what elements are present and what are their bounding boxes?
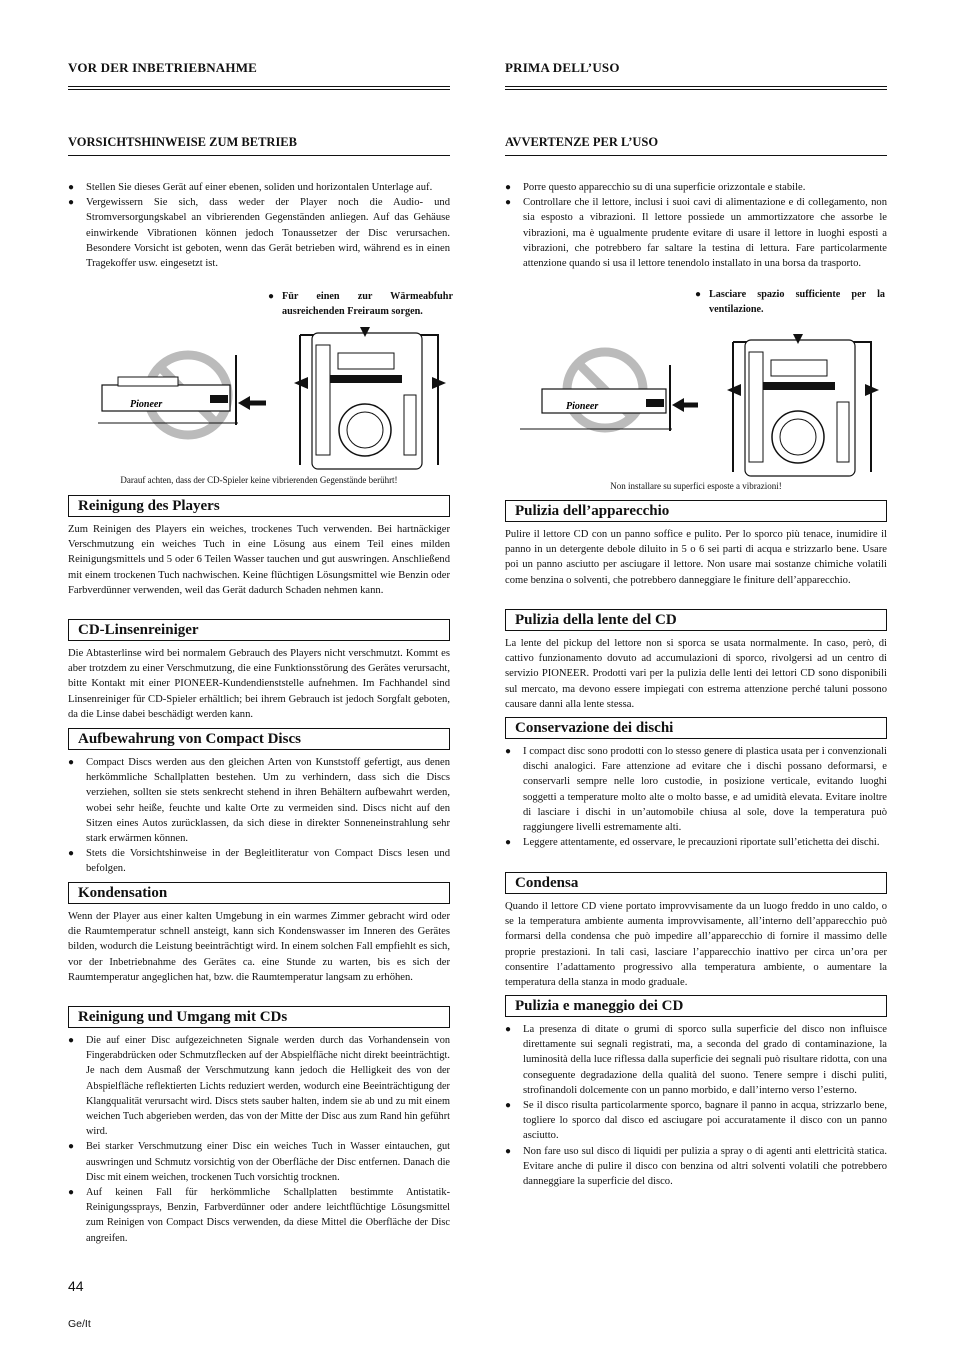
heat-note-text: ● Lasciare spazio sufficiente per la ventilazione.: [695, 287, 885, 317]
right-heat-note: [695, 287, 885, 317]
section-text: Die Abtasterlinse wird bei normalem Gebrauch des Players nicht verschmutzt. Kommt es aber trotzdem zu einer Verschmutzung, die eine Funktionsstörung des Gerätes verursacht, bitte Kontakt mit einer PIONEER-Kundendienststelle aufnehmen. Im Fachhandel sind Linsenreiniger für CD-Spieler erhältlich; bei ihrem Gebrauch ist jedoch Sorgfalt geboten, da die Linse dabei beschädigt werden kann.: [68, 648, 450, 720]
section-text: La lente del pickup del lettore non si sporca se usata normalmente. In caso, però, di cattivo funzionamento dovuto ad accumulazioni di sporco, rivolgersi ad un centro di servizio PIONEER. Prodotti vari per la pulizia delle lenti dei lettori CD sono disponibili sul mercato, ma devono essere impiegati con estrema attenzione perché taluni possono causare danni alla lente stessa.: [505, 638, 887, 710]
list-item: ● Leggere attentamente, ed osservare, le precauzioni riportate sull’etichetta dei dischi.: [505, 835, 887, 850]
left-heat-note: [268, 289, 453, 319]
right-caption: Non installare su superfici esposte a vibrazioni!: [610, 481, 782, 491]
section-title: Aufbewahrung von Compact Discs: [68, 728, 450, 750]
player-top-illustration: [290, 325, 450, 475]
list-item: ● Porre questo apparecchio su di una superficie orizzontale e stabile.: [505, 180, 887, 195]
left-caption: Darauf achten, dass der CD-Spieler keine vibrierenden Gegenstände berührt!: [120, 475, 398, 485]
section-title: Conservazione dei dischi: [505, 717, 887, 739]
list-item: ● Controllare che il lettore, inclusi i suoi cavi di alimentazione e di collegamento, non sia esposto a vibrazioni. Il lettore possiede un ammortizzatore che assorbe le vibrazioni, ma è ugualmente prudente evitare di usare il lettore in luoghi esposti a vibrazioni, che potrebbero far saltare la testina di lettura. Fare particolarmente attenzione quando si usa il lettore tenendolo installato in una borsa da trasporto.: [505, 195, 887, 271]
language-code: Ge/It: [68, 1318, 91, 1330]
player-side-illustration: [98, 325, 268, 445]
list-item: ● Vergewissern Sie sich, dass weder der Player noch die Audio- und Stromversorgungskabel an vibrierenden Gegenständen anliegen. Auf das Gehäuse einwirkende Vibrationen können jedoch Tonaussetzer der Disc verursachen. Besondere Vorsicht ist geboten, wenn das Gerät betrieben wird, während es in einen Tragekoffer usw. eingesetzt ist.: [68, 195, 450, 271]
section-title: Reinigung des Players: [68, 495, 450, 517]
right-section-3: [505, 717, 887, 850]
left-section-3: [68, 728, 450, 877]
right-section-4: [505, 872, 887, 990]
section-title: Pulizia e maneggio dei CD: [505, 995, 887, 1017]
list-item: ● Se il disco risulta particolarmente sporco, bagnare il panno in acqua, strizzarlo bene, togliere lo sporco dal disco ed asciugare poi accuratamente il disco con un panno asciutto.: [505, 1098, 887, 1144]
section-text: Quando il lettore CD viene portato improvvisamente da un luogo freddo in uno caldo, o se la temperatura ambiente aumenta improvvisamente, all’interno dell’apparecchio può formarsi della condensa che può impedire all’apparecchio di fornire il massimo delle proprie prestazioni. In tali casi, lasciare l’apparecchio inattivo per circa un’ora per consentire l’adattamento progressivo alla temperatura ambiente, o aumentare la temperatura della stanza in modo graduale.: [505, 901, 887, 989]
right-section-5: [505, 995, 887, 1189]
right-section-1: [505, 500, 887, 588]
list-item: ● I compact disc sono prodotti con lo stesso genere di plastica usata per i convenzionali dischi analogici. Fare attenzione ad evitare che i dischi possano deformarsi, e conservarli sempre nelle loro custodie, in posizione verticale, evitando luoghi soggetti a temperature molto alte o molto basse, e ad umidità elevata. Evitare inoltre di lasciare i dischi in un’automobile chiusa al sole, dove la temperatura può raggiungere livelli estremamente alti.: [505, 744, 887, 835]
right-subheading: AVVERTENZE PER L’USO: [505, 135, 887, 156]
list-item: ● Die auf einer Disc aufgezeichneten Signale werden durch das Vorhandensein von Fingerabdrücken oder Schmutzflecken auf der Abspielfläche nicht direkt beeinträchtigt. Je nach dem Ausmaß der Verschmutzung kann jedoch die Helligkeit des von der Abspielfläche reflektierten Lichts reduziert werden, wodurch eine Beeinträchtigung der Klangqualität verursacht wird. Discs stets sauber halten, indem sie ab und zu mit einem weichen Tuch abgerieben werden, das von der Mitte der Disc aus zum Rand hin geführt wird.: [68, 1033, 450, 1139]
pioneer-logo: Pioneer: [566, 401, 599, 412]
section-title: Condensa: [505, 872, 887, 894]
left-section-4: [68, 882, 450, 985]
heat-note-text: ● Für einen zur Wärmeabfuhr ausreichenden Freiraum sorgen.: [268, 289, 453, 319]
section-text: Pulire il lettore CD con un panno soffice e pulito. Per lo sporco più tenace, inumidire il panno in un detergente debole diluito in 5 o 6 sei parti di acqua e strizzarlo bene. Usare poi un panno asciutto per asciugare il lettore. Non usare mai sostanze chimiche volatili come benzina o solventi, che potrebbero danneggiare le finiture dell’apparecchio.: [505, 529, 887, 586]
list-item: ● Auf keinen Fall für herkömmliche Schallplatten bestimmte Antistatik-Reinigungssprays, Benzin, Farbverdünner oder andere leichtflüchtige Lösungsmittel zum Reinigen von Compact Discs verwenden, da diese Mittel die Oberfläche der Disc angreifen.: [68, 1185, 450, 1246]
left-subheading: VORSICHTSHINWEISE ZUM BETRIEB: [68, 135, 450, 156]
right-header: PRIMA DELL’USO: [505, 60, 620, 75]
list-item: ● Non fare uso sul disco di liquidi per pulizia a spray o di agenti anti elettricità statica. Evitare anche di pulire il disco con benzina od altri solventi volatili che potrebbero danneggiare la superficie del disco.: [505, 1144, 887, 1190]
list-item: ● Bei starker Verschmutzung einer Disc ein weiches Tuch in Wasser eintauchen, gut auswringen und Schmutz vorsichtig von der Oberfläche der Disc entfernen. Danach die Disc mit einem weichen, trockenen Tuch vorsichtig trocknen.: [68, 1139, 450, 1185]
right-precautions: [505, 180, 887, 271]
left-section-2: [68, 619, 450, 722]
list-item: ● La presenza di ditate o grumi di sporco sulla superficie del disco non influisce direttamente sui segnali registrati, ma, a seconda del grado di contaminazione, la luminosità della luce riflessa dalla superficie dei segnali può risultare ridotta, con una conseguente degradazione della qualità del suono. Tenere sempre i dischi puliti, strofinandoli dolcemente con un panno morbido, e dall’interno verso l’esterno.: [505, 1022, 887, 1098]
player-top-illustration: [723, 332, 883, 482]
section-title: CD-Linsenreiniger: [68, 619, 450, 641]
section-text: Wenn der Player aus einer kalten Umgebung in ein warmes Zimmer gebracht wird oder die Raumtemperatur schnell ansteigt, kann sich Kondenswasser im Inneren des Gerätes bilden, wodurch die Leistung beeinträchtigt wird. In einem solchen Fall empfiehlt es sich, vor der Inbetriebnahme des Gerätes ca. eine Stunde zu warten, bis es sich der Raumtemperatur angeglichen hat, bzw. die Raumtemperatur langsam zu erhöhen.: [68, 911, 450, 983]
left-section-5: [68, 1006, 450, 1246]
section-title: Kondensation: [68, 882, 450, 904]
left-section-1: [68, 495, 450, 598]
list-item: ● Stellen Sie dieses Gerät auf einer ebenen, soliden und horizontalen Unterlage auf.: [68, 180, 450, 195]
section-title: Pulizia dell’apparecchio: [505, 500, 887, 522]
list-item: ● Compact Discs werden aus den gleichen Arten von Kunststoff gefertigt, aus denen herkömmliche Schallplatten bestehen. Um zu verhindern, dass sich die Discs verziehen, sollten sie stets senkrecht stehend in ihren Behältern aufbewahrt werden, wobei sehr heiße, feuchte und kalte Orte zu vermeiden sind. Discs nicht auf den Sitzen eines Autos zurücklassen, da sich diese in direkter Sonneneinstrahlung sehr stark erwärmen können.: [68, 755, 450, 846]
left-header: VOR DER INBETRIEBNAHME: [68, 60, 258, 75]
right-header-rule: [505, 86, 887, 90]
right-section-2: [505, 609, 887, 712]
left-precautions: [68, 180, 450, 271]
left-header-rule: [68, 86, 450, 90]
player-side-illustration: [520, 345, 700, 445]
pioneer-logo: Pioneer: [130, 399, 163, 410]
section-text: Zum Reinigen des Players ein weiches, trockenes Tuch verwenden. Bei hartnäckiger Verschmutzung ein weiches Tuch in eine Lösung aus einem Teil eines milden Reinigungsmittels und 5 oder 6 Teilen Wasser tauchen und gut auswringen. Anschließend mit einem trockenen Tuch nachwischen. Keine flüchtigen Lösungsmittel wie Benzin oder Farbverdünner verwenden, weil das Gerät dadurch Schaden nehmen kann.: [68, 524, 450, 596]
page-number: 44: [68, 1278, 84, 1294]
section-title: Reinigung und Umgang mit CDs: [68, 1006, 450, 1028]
section-title: Pulizia della lente del CD: [505, 609, 887, 631]
list-item: ● Stets die Vorsichtshinweise in der Begleitliteratur von Compact Discs lesen und befolgen.: [68, 846, 450, 876]
